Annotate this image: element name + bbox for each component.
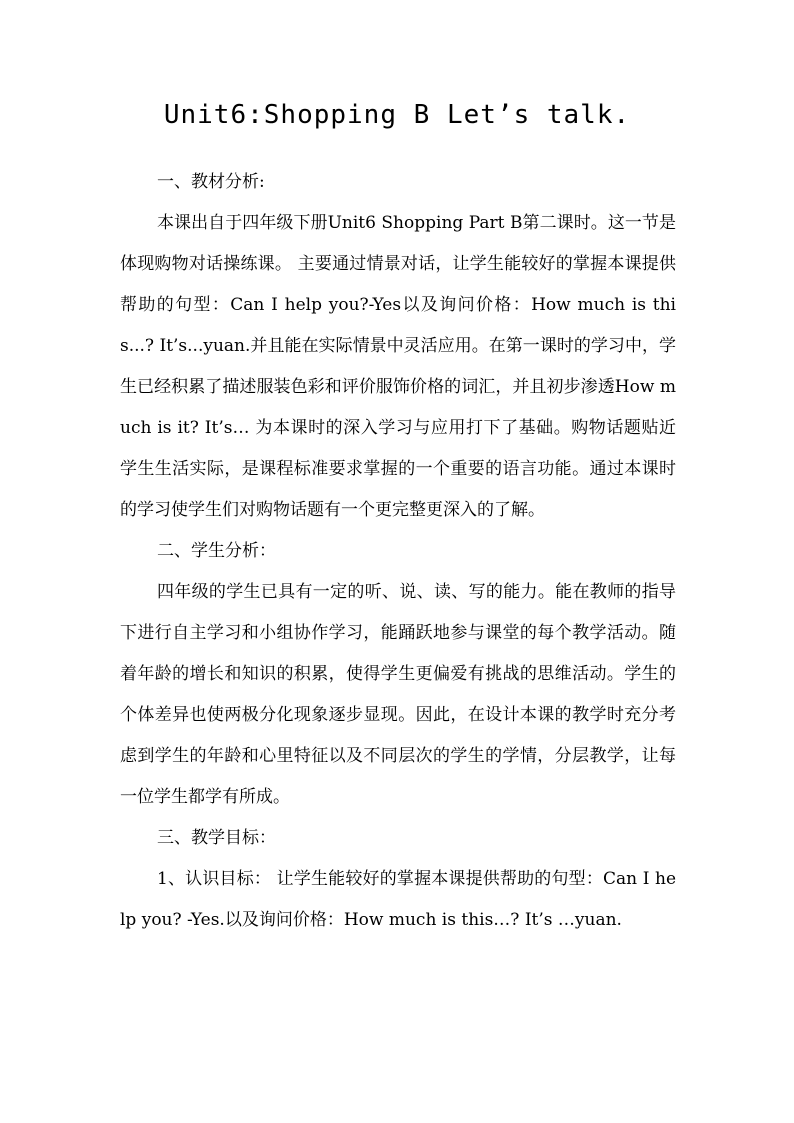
section-heading-student-analysis: 二、学生分析： xyxy=(157,541,276,561)
paragraph-teaching-goals: 1、认识目标： 让学生能较好的掌握本课提供帮助的句型：Can I help you? -Yes.以及询问价格：How much is this…? It’s …yuan. xyxy=(120,869,676,930)
document-body xyxy=(120,162,676,941)
paragraph-student-analysis: 四年级的学生已具有一定的听、说、读、写的能力。能在教师的指导下进行自主学习和小组协作学习，能踊跃地参与课堂的每个教学活动。随着年龄的增长和知识的积累，使得学生更偏爱有挑战的思维活动。学生的个体差异也使两极分化现象逐步显现。因此，在设计本课的教学时充分考虑到学生的年龄和心里特征以及不同层次的学生的学情，分层教学，让每一位学生都学有所成。 xyxy=(120,582,676,807)
section-heading-textbook-analysis: 一、教材分析: xyxy=(157,172,265,192)
paragraph-textbook-analysis: 本课出自于四年级下册Unit6 Shopping Part B第二课时。这一节是体现购物对话操练课。 主要通过情景对话，让学生能较好的掌握本课提供帮助的句型：Can I help you?-Yes以及询问价格：How much is this...? It’s...yuan.并且能在实际情景中灵活应用。在第一课时的学习中，学生已经积累了描述服装色彩和评价服饰价格的词汇，并且初步渗透How much is it? It’s… 为本课时的深入学习与应用打下了基础。购物话题贴近学生生活实际，是课程标准要求掌握的一个重要的语言功能。通过本课时的学习使学生们对购物话题有一个更完整更深入的了解。 xyxy=(120,213,676,520)
section-heading-teaching-goals: 三、教学目标： xyxy=(157,828,276,848)
document-title: Unit6:Shopping B Let’s talk. xyxy=(163,100,631,130)
